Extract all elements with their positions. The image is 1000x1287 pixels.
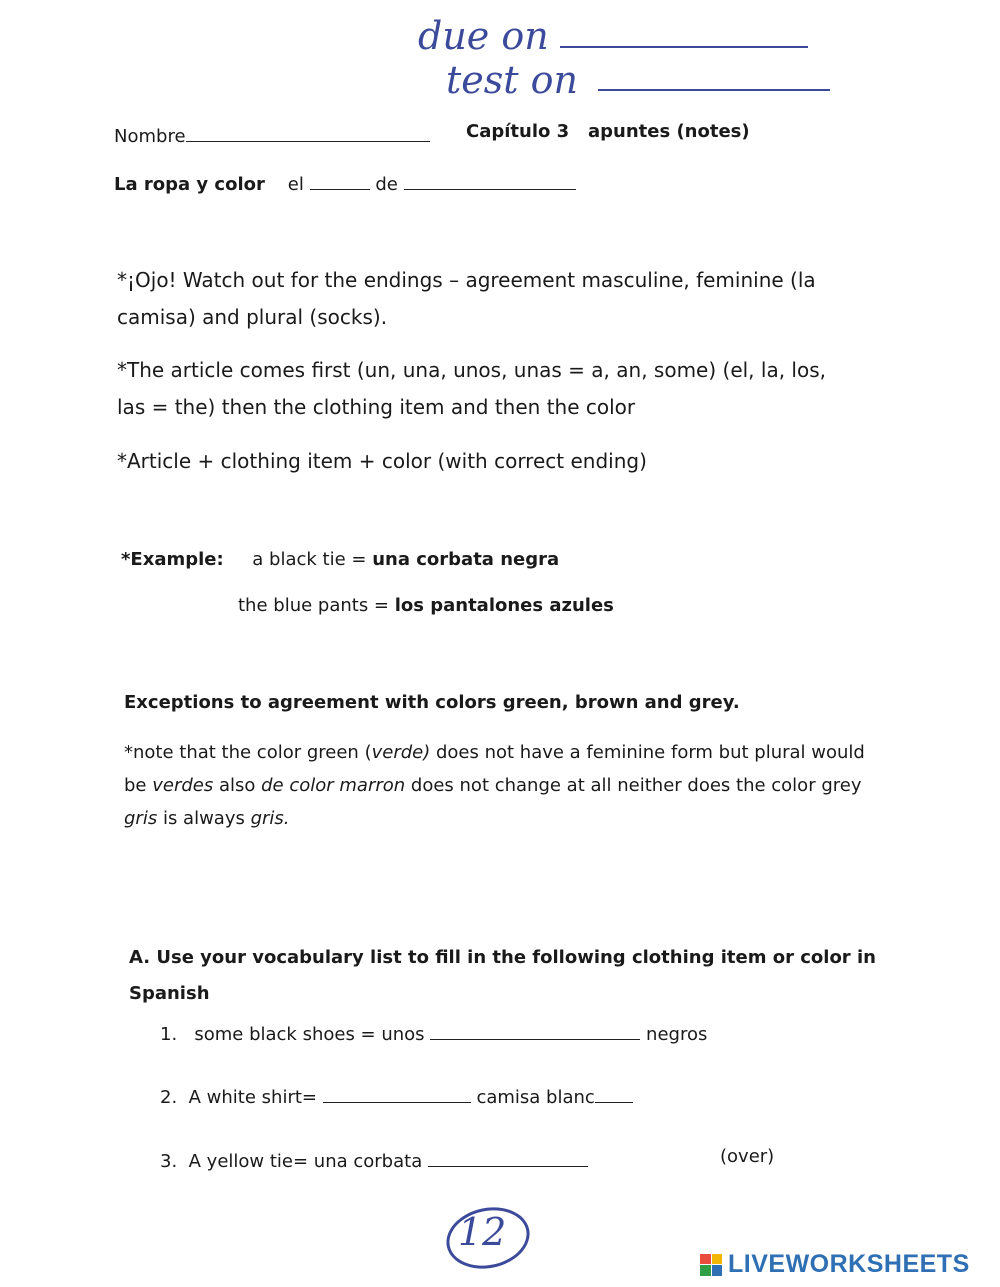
handwritten-due-on: due on: [418, 14, 549, 58]
section-a-line-2: Spanish: [129, 983, 210, 1004]
exceptions-body: [124, 736, 865, 835]
de-label: de: [375, 174, 398, 195]
logo-square-l: [700, 1254, 711, 1265]
logo-square-e: [712, 1265, 723, 1276]
example-label: *Example:: [121, 549, 224, 570]
exceptions-line-1: *note that the color green (verde) does not have a feminine form but plural would: [124, 742, 865, 763]
exercise-item-1: [160, 1024, 707, 1045]
exercise-item-2: [160, 1087, 633, 1108]
exceptions-line-2: be verdes also de color marron does not change at all neither does the color grey: [124, 775, 862, 796]
answer-3-field[interactable]: [428, 1165, 588, 1167]
logo-square-v: [700, 1265, 711, 1276]
month-field[interactable]: [404, 188, 576, 190]
answer-1-field[interactable]: [430, 1038, 640, 1040]
name-row: [114, 126, 430, 147]
example-1: [121, 549, 559, 570]
handwritten-test-on: test on: [446, 58, 578, 102]
section-a-line-1: A. Use your vocabulary list to fill in the following clothing item or color in: [129, 947, 876, 968]
verdes-term: verdes: [152, 775, 214, 796]
marron-term: de color marron: [261, 775, 406, 796]
day-field[interactable]: [310, 188, 370, 190]
ojo-line-2: camisa) and plural (socks).: [117, 305, 388, 329]
article-line-1: *The article comes first (un, una, unos, unas = a, an, some) (el, la, los,: [117, 358, 826, 382]
item-number: 3.: [160, 1151, 178, 1172]
formula-note: *Article + clothing item + color (with correct ending): [117, 449, 647, 473]
answer-2-field[interactable]: [323, 1101, 471, 1103]
topic-label: La ropa y color: [114, 174, 265, 195]
logo-square-i: [712, 1254, 723, 1265]
name-field[interactable]: [186, 140, 430, 142]
exceptions-line-3: gris is always gris.: [124, 808, 290, 829]
ojo-line-1: *¡Ojo! Watch out for the endings – agreement masculine, feminine (la: [117, 268, 816, 292]
logo-text: LIVEWORKSHEETS: [728, 1250, 970, 1278]
name-label: Nombre: [114, 126, 186, 147]
verde-term: verde): [371, 742, 431, 763]
ojo-note: [117, 262, 877, 336]
gris-term-2: gris.: [250, 808, 290, 829]
answer-2-ending-field[interactable]: [595, 1101, 633, 1103]
article-note: [117, 352, 877, 426]
gris-term: gris: [124, 808, 158, 829]
el-label: el: [287, 174, 304, 195]
section-a-title: [129, 940, 876, 1012]
item-prompt: A white shirt=: [188, 1087, 323, 1108]
chapter-label: Capítulo 3: [466, 121, 570, 142]
item-after: camisa blanc: [476, 1087, 595, 1108]
article-line-2: las = the) then the clothing item and then the color: [117, 395, 636, 419]
exercise-item-3: [160, 1151, 588, 1172]
item-number: 1.: [160, 1024, 178, 1045]
notes-label: apuntes (notes): [587, 121, 750, 142]
test-date-line[interactable]: [598, 89, 830, 91]
topic-row: [114, 174, 576, 195]
item-prompt: A yellow tie= una corbata: [188, 1151, 428, 1172]
item-number: 2.: [160, 1087, 178, 1108]
example-2-spanish: los pantalones azules: [394, 595, 614, 616]
chapter-title: [466, 121, 750, 142]
exceptions-title: Exceptions to agreement with colors green, brown and grey.: [124, 692, 740, 713]
due-date-line[interactable]: [560, 46, 808, 48]
logo-mark-icon: [700, 1254, 722, 1276]
liveworksheets-logo: [700, 1250, 970, 1279]
item-after: negros: [646, 1024, 708, 1045]
item-prompt: some black shoes = unos: [194, 1024, 431, 1045]
example-1-english: a black tie =: [252, 549, 373, 570]
example-2: [238, 595, 614, 616]
circled-number: 12: [458, 1210, 507, 1254]
example-2-english: the blue pants =: [238, 595, 395, 616]
over-note: (over): [720, 1146, 775, 1167]
example-1-spanish: una corbata negra: [372, 549, 560, 570]
